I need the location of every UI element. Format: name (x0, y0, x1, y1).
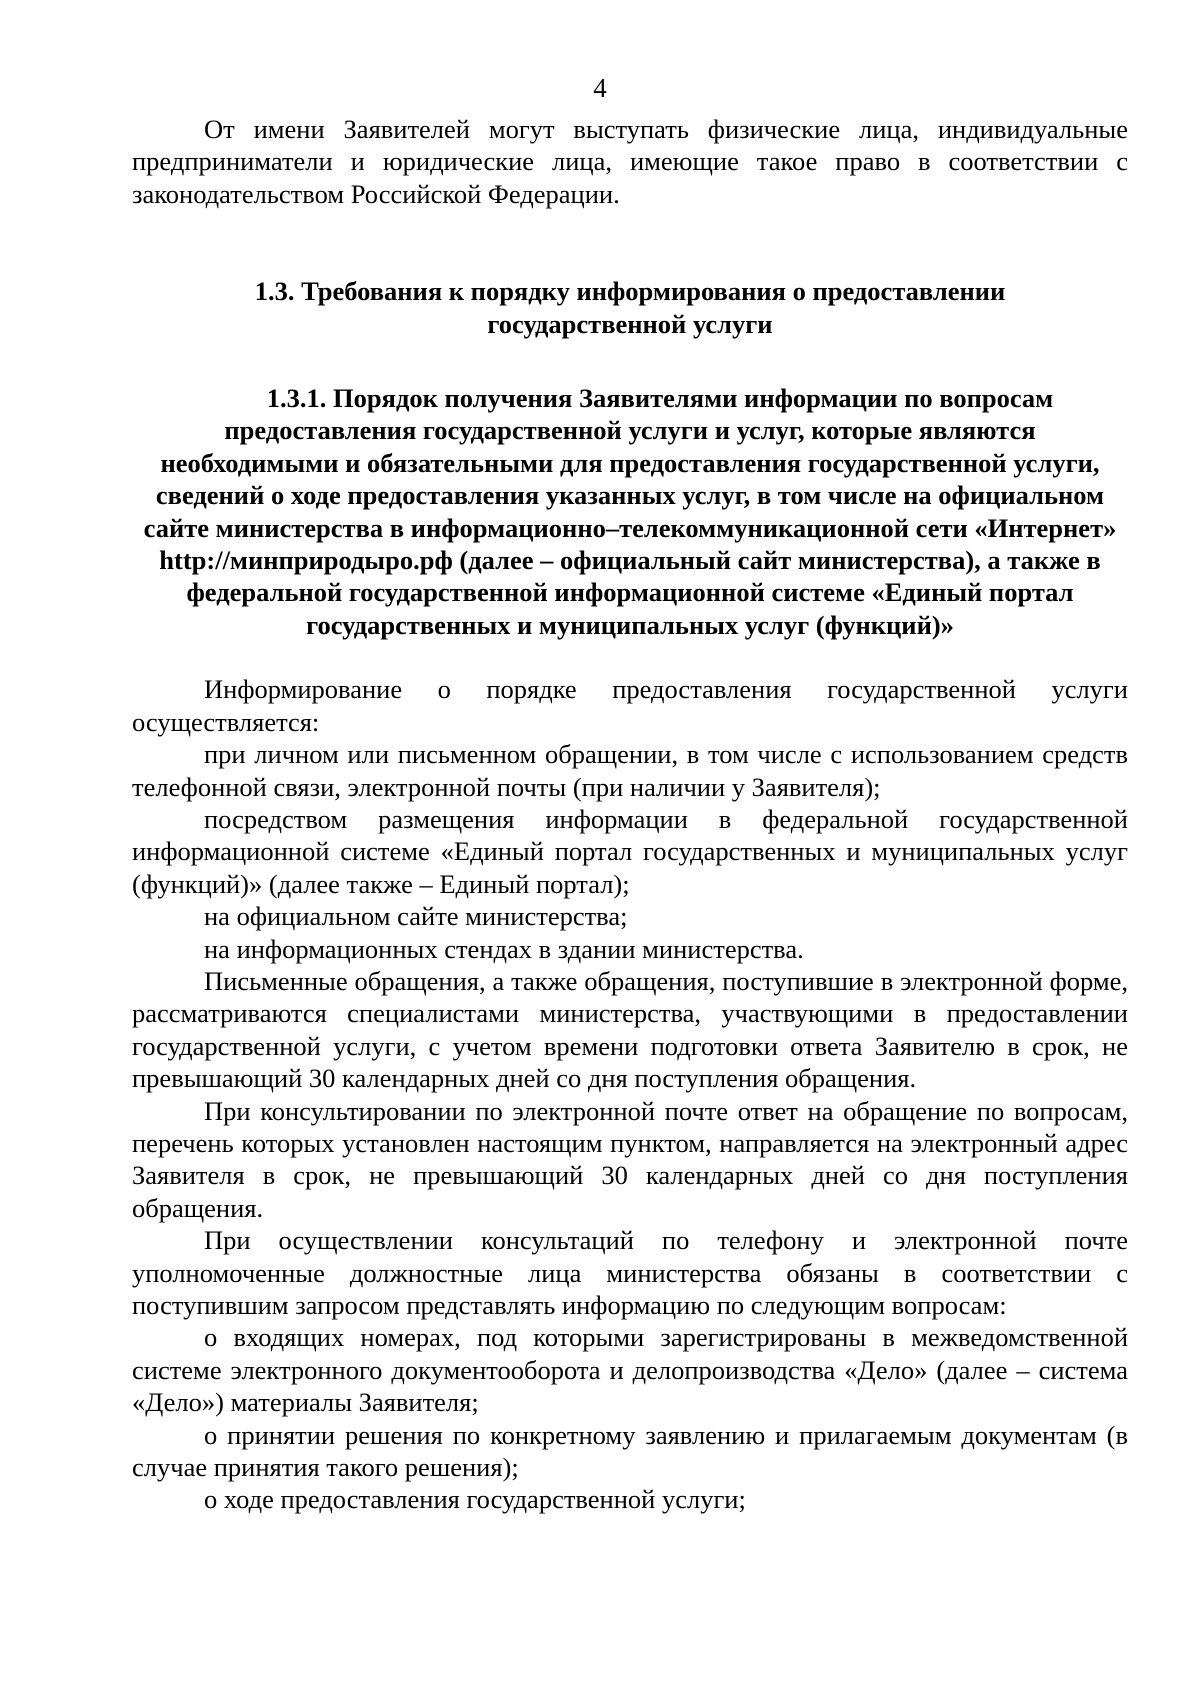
body-paragraph: на информационных стендах в здании министерства. (204, 933, 804, 964)
body-paragraph: посредством размещения информации в федеральной государственной информационной системе «Единый портал государственных и муниципальных услуг (функций)» (далее также – Единый портал); (132, 803, 1128, 899)
body-paragraphs (132, 673, 1128, 1516)
document-body (132, 113, 1128, 1516)
body-paragraph: о принятии решения по конкретному заявлению и прилагаемым документам (в случае принятия такого решения); (132, 1419, 1128, 1483)
page-number: 4 (593, 73, 607, 103)
body-paragraph: Информирование о порядке предоставления государственной услуги осуществляется: (132, 674, 1128, 737)
body-paragraph: о ходе предоставления государственной услуги; (204, 1484, 746, 1515)
section-heading: 1.3. Требования к порядку информирования о предоставлении государственной услуги (254, 276, 1006, 339)
body-paragraph: о входящих номерах, под которыми зарегистрированы в межведомственной системе электронного документооборота и делопроизводства «Дело» (далее – система «Дело») материалы Заявителя; (132, 1322, 1128, 1418)
body-paragraph: При консультировании по электронной почте ответ на обращение по вопросам, перечень которых установлен настоящим пунктом, направляется на электронный адрес Заявителя в срок, не превышающий 30 календарных дней со дня поступления обращения. (132, 1095, 1128, 1223)
body-paragraph: Письменные обращения, а также обращения, поступившие в электронной форме, рассматриваются специалистами министерства, участвующими в предоставлении государственной услуги, с учетом времени подготовки ответа Заявителю в срок, не превышающий 30 календарных дней со дня поступления обращения. (132, 965, 1128, 1094)
body-paragraph: при личном или письменном обращении, в том числе с использованием средств телефонной связи, электронной почты (при наличии у Заявителя); (132, 739, 1128, 802)
subsection-heading (132, 382, 1128, 641)
body-paragraph: на официальном сайте министерства; (204, 901, 628, 932)
subsection-heading-text: 1.3.1. Порядок получения Заявителями информации по вопросам предоставления государственной услуги и услуг, которые являются необходимыми и обязательными для предоставления государственной услуги, сведений о ходе предоставления указанных услуг, в том числе на официальном сайте министерства в информационно–телекоммуникационной сети «Интернет» http://минприродыро.рф (далее – официальный сайт министерства), а также в федеральной государственной информационной системе «Единый портал государственных и муниципальных услуг (функций)» (143, 383, 1117, 640)
body-paragraph: При осуществлении консультаций по телефону и электронной почте уполномоченные должностные лица министерства обязаны в соответствии с поступившим запросом представлять информацию по следующим вопросам: (132, 1225, 1128, 1320)
intro-paragraph: От имени Заявителей могут выступать физические лица, индивидуальные предприниматели и юридические лица, имеющие такое право в соответствии с законодательством Российской Федерации. (132, 114, 1128, 209)
